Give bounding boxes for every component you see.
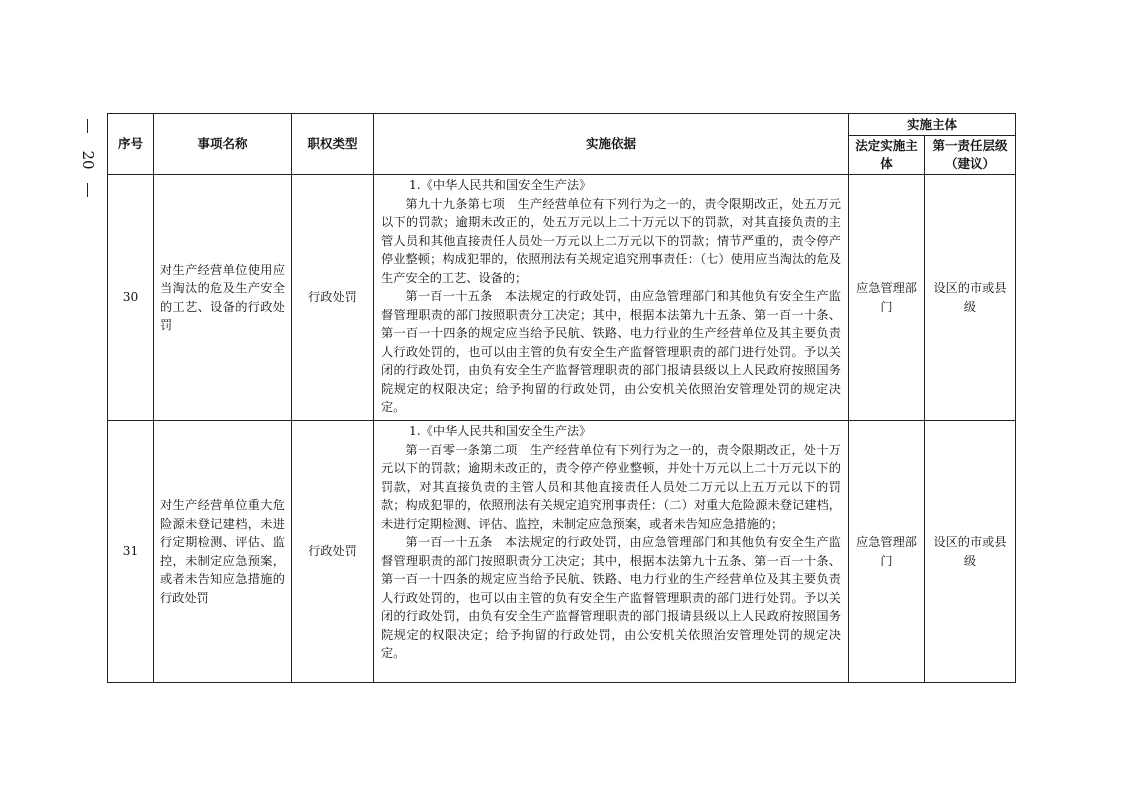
row-first-level: 设区的市或县级 bbox=[925, 421, 1016, 683]
header-subject: 实施主体 bbox=[849, 114, 1016, 136]
basis-article: 第一百一十五条 本法规定的行政处罚，由应急管理部门和其他负有安全生产监督管理职责的部门按照职责分工决定；其中，根据本法第九十五条、第一百一十条、第一百一十四条的规定应当给予民航、铁路、电力行业的生产经营单位及其主要负责人行政处罚的，也可以由主管的负有安全生产监督管理职责的部门进行处罚。予以关闭的行政处罚，由负有安全生产监督管理职责的部门报请县级以上人民政府按照国务院规定的权限决定；给予拘留的行政处罚，由公安机关依照治安管理处罚的规定决定。 bbox=[381, 289, 841, 414]
table-row bbox=[108, 421, 1016, 683]
table-row bbox=[108, 175, 1016, 421]
row-seq: 30 bbox=[108, 175, 154, 421]
row-basis bbox=[374, 421, 849, 683]
row-legal-subject: 应急管理部门 bbox=[849, 175, 925, 421]
page-number bbox=[70, 113, 106, 203]
row-basis bbox=[374, 175, 849, 421]
header-seq: 序号 bbox=[108, 114, 154, 175]
page-number-text: 20 bbox=[79, 150, 97, 170]
header-legal-subject: 法定实施主体 bbox=[849, 136, 925, 175]
row-legal-subject: 应急管理部门 bbox=[849, 421, 925, 683]
row-first-level: 设区的市或县级 bbox=[925, 175, 1016, 421]
row-power-type: 行政处罚 bbox=[292, 175, 374, 421]
row-item-name: 对生产经营单位重大危险源未登记建档，未进行定期检测、评估、监控，未制定应急预案，或者未告知应急措施的行政处罚 bbox=[154, 421, 292, 683]
header-item-name: 事项名称 bbox=[154, 114, 292, 175]
row-item-name: 对生产经营单位使用应当淘汰的危及生产安全的工艺、设备的行政处罚 bbox=[154, 175, 292, 421]
basis-article: 第一百零一条第二项 生产经营单位有下列行为之一的，责令限期改正，处十万元以下的罚款；逾期未改正的，责令停产停业整顿，并处十万元以上二十万元以下的罚款，对其直接负责的主管人员和其他直接责任人员处二万元以上五万元以下的罚款；构成犯罪的，依照刑法有关规定追究刑事责任：（二）对重大危险源未登记建档，未进行定期检测、评估、监控，未制定应急预案，或者未告知应急措施的； bbox=[381, 442, 841, 531]
header-basis: 实施依据 bbox=[374, 114, 849, 175]
table-header-row bbox=[108, 114, 1016, 136]
basis-law-title: 1.《中华人民共和国安全生产法》 bbox=[409, 178, 592, 192]
basis-law-title: 1.《中华人民共和国安全生产法》 bbox=[409, 424, 592, 438]
row-power-type: 行政处罚 bbox=[292, 421, 374, 683]
header-power-type: 职权类型 bbox=[292, 114, 374, 175]
page-number-dash-top bbox=[87, 119, 88, 133]
basis-article: 第一百一十五条 本法规定的行政处罚，由应急管理部门和其他负有安全生产监督管理职责的部门按照职责分工决定；其中，根据本法第九十五条、第一百一十条、第一百一十四条的规定应当给予民航、铁路、电力行业的生产经营单位及其主要负责人行政处罚的，也可以由主管的负有安全生产监督管理职责的部门进行处罚。予以关闭的行政处罚，由负有安全生产监督管理职责的部门报请县级以上人民政府按照国务院规定的权限决定；给予拘留的行政处罚，由公安机关依照治安管理处罚的规定决定。 bbox=[381, 535, 841, 660]
basis-article: 第九十九条第七项 生产经营单位有下列行为之一的，责令限期改正，处五万元以下的罚款；逾期未改正的，处五万元以上二十万元以下的罚款，对其直接负责的主管人员和其他直接责任人员处一万元以上二万元以下的罚款；情节严重的，责令停产停业整顿；构成犯罪的，依照刑法有关规定追究刑事责任：（七）使用应当淘汰的危及生产安全的工艺、设备的； bbox=[381, 196, 841, 285]
page-number-dash-bottom bbox=[87, 183, 88, 197]
regulation-table bbox=[107, 113, 1016, 683]
row-seq: 31 bbox=[108, 421, 154, 683]
header-first-level: 第一责任层级（建议） bbox=[925, 136, 1016, 175]
